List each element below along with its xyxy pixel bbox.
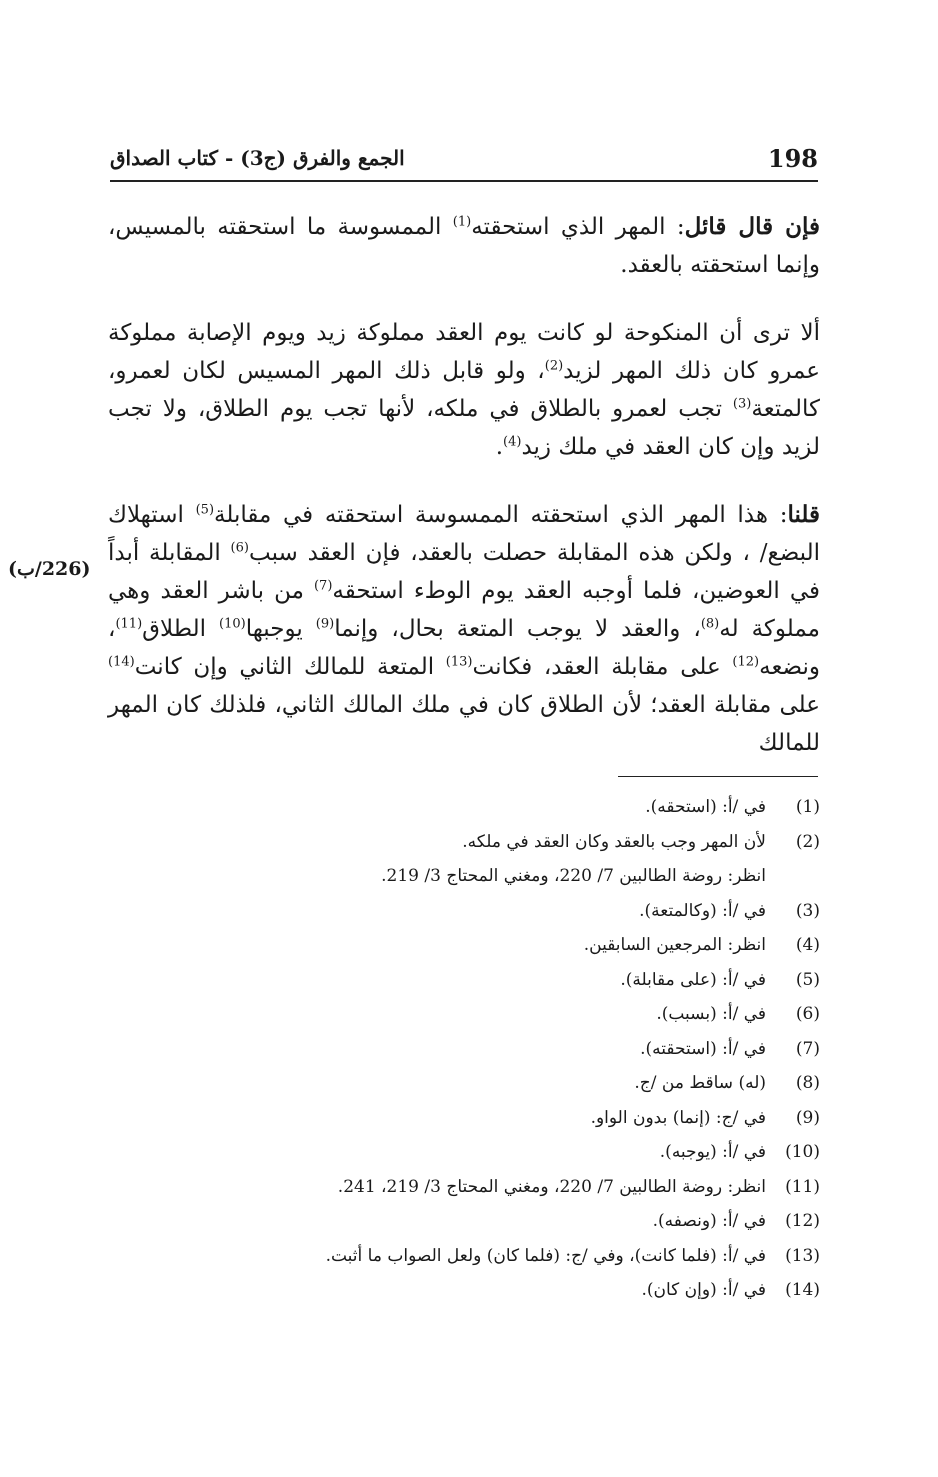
footnote-number: (4) [795,935,820,955]
footnote-ref: (8) [700,616,720,632]
footnote-ref: (9) [315,616,335,632]
footnote-ref: (2) [544,358,564,374]
footnote [150,1239,820,1274]
footnote [150,1135,820,1170]
footnote-text: في /أ: (يوجبه). [659,1142,766,1162]
footnote-ref: (12) [732,654,760,670]
paragraph [108,208,820,284]
footnote-number: (13) [785,1245,820,1266]
footnote-number: (1) [795,797,820,817]
footnote-text: انظر: المرجعين السابقين. [583,935,766,955]
footnote-ref: (4) [503,434,522,450]
footnote-ref: (10) [218,616,246,632]
paragraph [108,496,820,762]
margin-manuscript-reference: (226/ب) [8,558,91,580]
footnote-continuation: انظر: روضة الطالبين 7/ 220، ومغني المحتاج 3/ 219. [381,866,766,886]
footnote-text: في /أ: (فلما كانت)، وفي /ج: (فلما كان) ولعل الصواب ما أثبت. [325,1245,766,1266]
paragraph-lead: فإن قال قائل [684,213,821,240]
footnote-number: (2) [795,831,820,852]
footnote-number: (12) [785,1211,820,1231]
footnote-text: في /أ: (استحقته). [640,1038,766,1059]
footnote-number: (5) [795,969,820,990]
footnote-number: (9) [795,1107,820,1128]
footnote-text: في /أ: (بسبب). [656,1004,766,1024]
page-header [110,140,818,182]
footnote [150,997,820,1032]
footnote-ref: (3) [732,396,752,412]
footnote [150,1170,820,1205]
footnote-ref: (7) [313,578,333,594]
footnote-divider [618,776,818,777]
footnote-number: (3) [795,900,820,921]
footnote [150,963,820,998]
footnotes [150,790,820,1308]
footnote [150,1066,820,1101]
footnote [150,928,820,963]
footnote [150,1032,820,1067]
footnote [150,790,820,825]
footnote-ref: (6) [230,540,249,556]
paragraph [108,314,820,466]
footnote-number: (6) [795,1004,820,1024]
footnote-number: (10) [785,1142,820,1162]
footnote [150,1101,820,1136]
footnote-number: (14) [785,1280,820,1300]
footnote-text: في /أ: (وإن كان). [641,1280,766,1300]
footnote-text: (له) ساقط من /ج. [634,1073,766,1093]
paragraph-lead: قلنا [787,501,821,528]
paragraph-text: ألا ترى أن المنكوحة لو كانت يوم العقد مملوكة زيد ويوم الإصابة مملوكة عمرو كان ذلك المهر لزيد$^{(2)}$، ولو قابل ذلك المهر المسيس لكان لعمرو، كالمتعة$^{(3)}$ تجب لعمرو بالطلاق في ملكه، لأنها تجب يوم الطلاق، ولا تجب لزيد وإن كان العقد في ملك زيد$^{(4)}$. [108,320,821,460]
footnote-text: في /أ: (ونصفه). [652,1211,766,1231]
footnote [150,825,820,860]
footnote [150,894,820,929]
paragraph-text: : هذا المهر الذي استحقته الممسوسة استحقته في مقابلة$^{(5)}$ استهلاك البضع/ ، ولكن هذه المقابلة حصلت بالعقد، فإن العقد سبب$^{(6)}$ المقابلة أبداً في العوضين، فلما أوجبه العقد يوم الوطء استحقه$^{(7)}$ من باشر العقد وهي مملوكة له$^{(8)}$، والعقد لا يوجب المتعة بحال، وإنما$^{(9)}$ يوجبها$^{(10)}$ الطلاق$^{(11)}$، ونضعه$^{(12)}$ على مقابلة العقد، فكانت$^{(13)}$ المتعة للمالك الثاني وإن كانت$^{(14)}$ على مقابلة العقد؛ لأن الطلاق كان في ملك المالك الثاني، فلذلك كان المهر للمالك [108,502,821,756]
footnote-ref: (5) [195,502,215,518]
footnote-text: في /ج: (إنما) بدون الواو. [590,1107,766,1128]
footnote-text: في /أ: (وكالمتعة). [639,900,766,921]
footnote [150,1204,820,1239]
footnote-text: لأن المهر وجب بالعقد وكان العقد في ملكه. [462,831,766,852]
footnote-text: في /أ: (على مقابلة). [620,969,766,990]
main-text [108,208,820,792]
footnote-ref: (14) [108,654,135,670]
footnote-ref: (1) [452,214,472,230]
footnote-ref: (11) [115,616,143,632]
running-title: الجمع والفرق (ج3) - كتاب الصداق [110,146,405,170]
footnote-ref: (13) [445,654,473,670]
page-number: 198 [767,144,818,173]
footnote-number: (7) [795,1038,820,1059]
paragraph-text: : المهر الذي استحقته$^{(1)}$ الممسوسة ما استحقته بالمسيس، وإنما استحقته بالعقد. [108,214,820,278]
footnote-text: في /أ: (استحقه). [645,797,766,817]
footnote [150,1273,820,1308]
footnote-text: انظر: روضة الطالبين 7/ 220، ومغني المحتاج 3/ 219، 241. [337,1176,766,1197]
footnote-number: (8) [795,1073,820,1093]
footnote-number: (11) [785,1176,820,1197]
